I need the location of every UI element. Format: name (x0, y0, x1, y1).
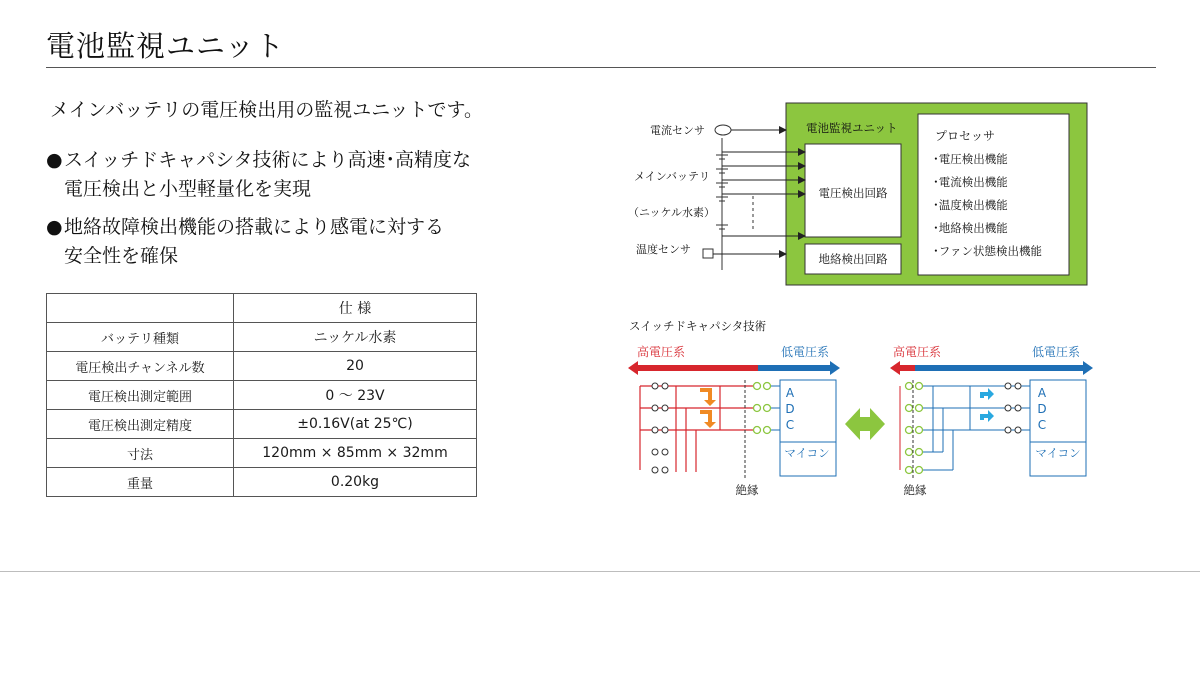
row-label: 電圧検出測定範囲 (47, 381, 234, 410)
adc-letter: D (785, 402, 795, 416)
left-switch-icons (652, 383, 668, 473)
left-transfer-arrow-icon (700, 410, 716, 428)
processor-function: ･温度検出機能 (933, 198, 1008, 212)
main-battery-label: メインバッテリ (634, 170, 711, 183)
sc-title: スイッチドキャパシタ技術 (629, 319, 767, 333)
left-low-wires (771, 386, 780, 430)
adc-letter: C (1037, 418, 1047, 432)
low-voltage-label: 低電圧系 (781, 345, 830, 359)
right-low-circuit (923, 386, 1030, 470)
right-transfer-arrow-icon (980, 410, 994, 422)
processor-function: ･ファン状態検出機能 (933, 244, 1043, 258)
bullet-line: 安全性を確保 (64, 245, 179, 267)
row-value: 20 (234, 352, 477, 381)
bullet-mark: ● (46, 149, 63, 171)
row-label: 電圧検出測定精度 (47, 410, 234, 439)
left-transfer-arrow-icon (700, 388, 716, 406)
micon-label: マイコン (1035, 446, 1081, 460)
intro-text: メインバッテリの電圧検出用の監視ユニットです。 (50, 99, 484, 121)
low-voltage-arrow (915, 361, 1093, 375)
adc-letter: C (785, 418, 795, 432)
bullet-line: 電圧検出と小型軽量化を実現 (64, 178, 312, 200)
insulation-label: 絶縁 (903, 483, 927, 497)
high-voltage-arrow (890, 361, 915, 375)
nickel-hydride-label: （ニッケル水素） (628, 206, 716, 219)
temp-sensor-icon (703, 249, 713, 258)
row-value: 120mm × 85mm × 32mm (234, 439, 477, 468)
high-voltage-label: 高電圧系 (637, 345, 686, 359)
switched-capacitor-diagram (628, 319, 1093, 497)
processor-function: ･電流検出機能 (933, 175, 1008, 189)
row-value: ±0.16V(at 25℃) (234, 410, 477, 439)
low-voltage-arrow (758, 361, 840, 375)
row-value: 0.20kg (234, 468, 477, 497)
row-label: 寸法 (47, 439, 234, 468)
temp-sensor-label: 温度センサ (636, 243, 691, 256)
low-voltage-label: 低電圧系 (1032, 345, 1081, 359)
processor-function: ･電圧検出機能 (933, 152, 1008, 166)
unit-label: 電池監視ユニット (806, 121, 898, 135)
left-green-switch-icons (754, 383, 771, 434)
bullet-line: 地絡故障検出機能の搭載により感電に対する (64, 216, 445, 238)
ground-circuit-label: 地絡検出回路 (818, 252, 888, 266)
processor-function: ･地絡検出機能 (933, 221, 1008, 235)
insulation-label: 絶縁 (735, 483, 759, 497)
row-label: 電圧検出チャンネル数 (47, 352, 234, 381)
double-arrow-icon (845, 408, 885, 440)
page-title: 電池監視ユニット (46, 29, 285, 63)
micon-label: マイコン (784, 446, 830, 460)
row-label: バッテリ種類 (47, 323, 234, 352)
voltage-circuit-label: 電圧検出回路 (818, 186, 888, 200)
current-sensor-label: 電流センサ (650, 124, 705, 137)
bullet-line: スイッチドキャパシタ技術により高速･高精度な (64, 149, 471, 171)
row-value: ニッケル水素 (234, 323, 477, 352)
table-header-spec: 仕 様 (234, 294, 477, 323)
current-sensor-icon (715, 125, 731, 135)
adc-letter: D (1037, 402, 1047, 416)
right-transfer-arrow-icon (980, 388, 994, 400)
right-green-switch-icons (906, 383, 923, 474)
row-value: 0 ～ 23V (234, 381, 477, 410)
adc-letter: A (785, 386, 795, 400)
bullet-mark: ● (46, 216, 63, 238)
block-diagram (628, 103, 1087, 285)
high-voltage-arrow (628, 361, 758, 375)
adc-letter: A (1037, 386, 1047, 400)
row-label: 重量 (47, 468, 234, 497)
high-voltage-label: 高電圧系 (893, 345, 942, 359)
processor-title: プロセッサ (935, 129, 996, 143)
